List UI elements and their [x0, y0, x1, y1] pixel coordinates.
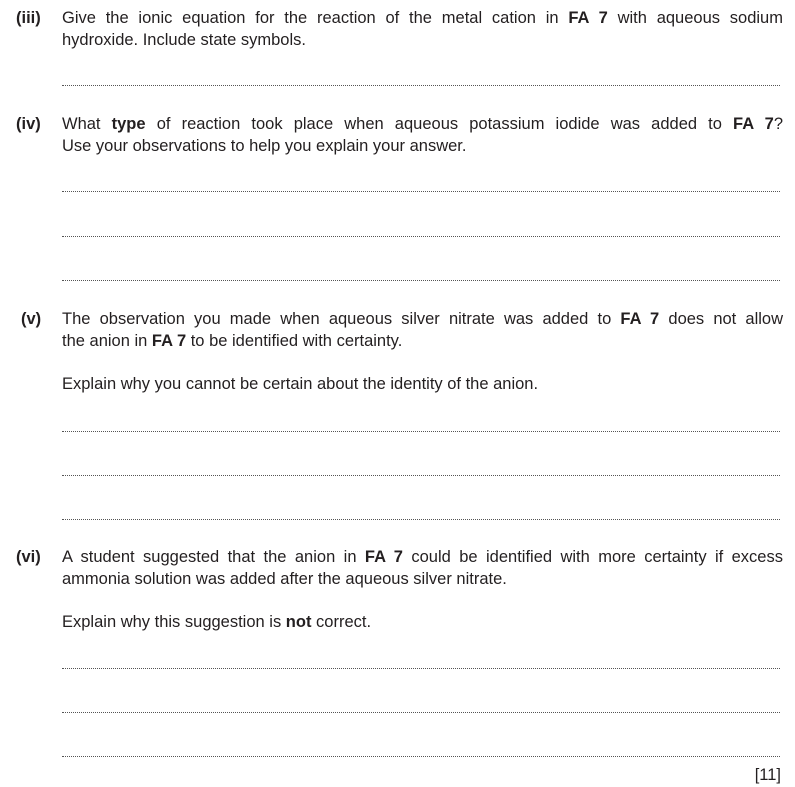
question-instruction-vi	[62, 611, 783, 633]
text-run: What	[62, 115, 112, 133]
question-label-vi: (vi)	[16, 548, 41, 566]
question-line	[62, 330, 783, 352]
text-run: does not allow	[659, 310, 784, 328]
question-text-iii	[62, 7, 783, 51]
question-line	[62, 373, 783, 395]
question-label-iv: (iv)	[16, 115, 41, 133]
total-marks: [11]	[754, 766, 781, 784]
text-run: ammonia solution was added after the aqueous silver nitrate.	[62, 570, 507, 588]
question-line	[62, 546, 783, 568]
answer-line[interactable]	[62, 280, 780, 281]
bold-text: FA 7	[151, 332, 187, 350]
text-run: to be identified with certainty.	[186, 332, 403, 350]
bold-text: type	[111, 115, 146, 133]
text-run: ?	[773, 115, 783, 133]
question-text-iv	[62, 113, 783, 157]
answer-line[interactable]	[62, 712, 780, 713]
question-line	[62, 113, 783, 135]
text-run: Explain why you cannot be certain about the identity of the anion.	[62, 375, 539, 393]
answer-line[interactable]	[62, 85, 780, 86]
question-line	[62, 7, 783, 29]
text-run: Give the ionic equation for the reaction of the metal cation in	[62, 9, 569, 27]
question-text-vi	[62, 546, 783, 590]
answer-line[interactable]	[62, 519, 780, 520]
bold-text: FA 7	[364, 548, 403, 566]
question-label-v: (v)	[21, 310, 42, 328]
text-run: Explain why this suggestion is	[62, 613, 286, 631]
text-run: correct.	[311, 613, 372, 631]
bold-text: not	[285, 613, 312, 631]
question-line	[62, 135, 783, 157]
bold-text: FA 7	[733, 115, 774, 133]
text-run: the anion in	[62, 332, 152, 350]
text-run: A student suggested that the anion in	[62, 548, 365, 566]
text-run: of reaction took place when aqueous potassium iodide was added to	[145, 115, 734, 133]
text-run: Use your observations to help you explain your answer.	[62, 137, 467, 155]
text-run: could be identified with more certainty if excess	[402, 548, 783, 566]
question-label-iii: (iii)	[16, 9, 41, 27]
question-line	[62, 29, 783, 51]
text-run: hydroxide. Include state symbols.	[62, 31, 306, 49]
question-text-v	[62, 308, 783, 352]
answer-line[interactable]	[62, 668, 780, 669]
answer-line[interactable]	[62, 236, 780, 237]
answer-line[interactable]	[62, 191, 780, 192]
bold-text: FA 7	[568, 9, 608, 27]
answer-line[interactable]	[62, 431, 780, 432]
answer-line[interactable]	[62, 475, 780, 476]
question-instruction-v	[62, 373, 783, 395]
question-line	[62, 568, 783, 590]
answer-line[interactable]	[62, 756, 780, 757]
text-run: with aqueous sodium	[607, 9, 783, 27]
bold-text: FA 7	[620, 310, 660, 328]
question-line	[62, 611, 783, 633]
text-run: The observation you made when aqueous silver nitrate was added to	[62, 310, 621, 328]
question-line	[62, 308, 783, 330]
